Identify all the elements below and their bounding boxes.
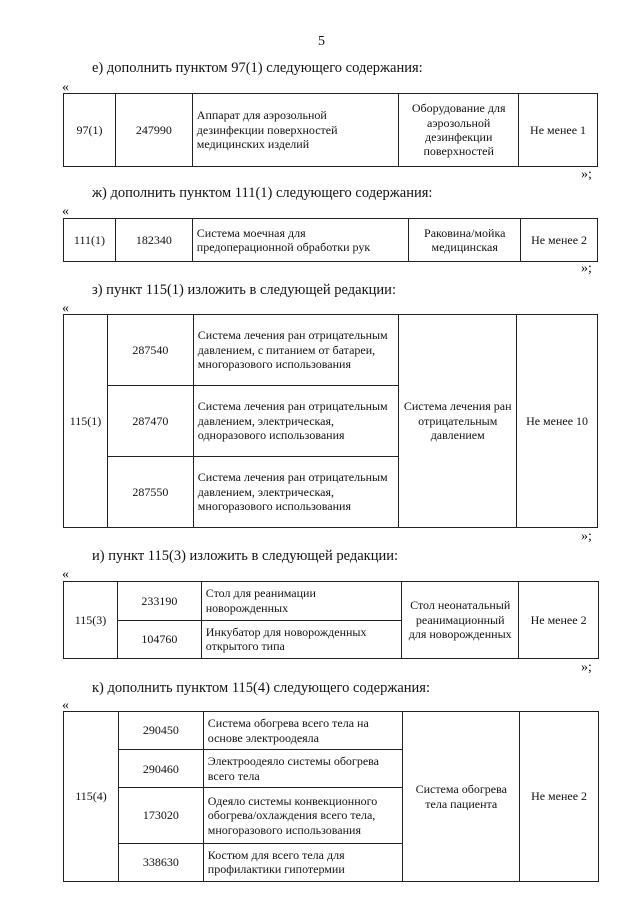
name-cell: Одеяло системы конвекционного обогрева/охлаждения всего тела, многоразового использования bbox=[203, 788, 403, 843]
category-cell: Оборудование для аэрозольной дезинфекции поверхностей bbox=[399, 94, 519, 167]
code-cell: 290450 bbox=[118, 712, 203, 750]
code-cell: 287470 bbox=[107, 386, 193, 457]
code-cell: 287550 bbox=[107, 457, 193, 528]
table-97-1 bbox=[63, 93, 598, 167]
table-row bbox=[64, 94, 598, 167]
code-cell: 247990 bbox=[115, 94, 192, 167]
name-cell: Электроодеяло системы обогрева всего тела bbox=[203, 750, 403, 788]
code-cell: 338630 bbox=[118, 843, 203, 881]
open-quote: « bbox=[62, 204, 69, 219]
quantity-cell: Не менее 2 bbox=[521, 219, 598, 262]
code-cell: 182340 bbox=[115, 219, 192, 262]
quantity-cell: Не менее 10 bbox=[517, 315, 598, 528]
quantity-cell: Не менее 2 bbox=[520, 712, 599, 882]
close-quote: »; bbox=[581, 660, 592, 675]
code-cell: 173020 bbox=[118, 788, 203, 843]
section-heading-z: з) пункт 115(1) изложить в следующей редакции: bbox=[92, 282, 396, 298]
quantity-cell: Не менее 2 bbox=[519, 582, 599, 659]
section-heading-zh: ж) дополнить пунктом 111(1) следующего содержания: bbox=[92, 185, 433, 201]
section-heading-e: е) дополнить пунктом 97(1) следующего содержания: bbox=[92, 60, 423, 76]
open-quote: « bbox=[62, 80, 69, 95]
name-cell: Система моечная для предоперационной обработки рук bbox=[192, 219, 409, 262]
category-cell: Система обогрева тела пациента bbox=[403, 712, 520, 882]
open-quote: « bbox=[62, 698, 69, 713]
name-cell: Инкубатор для новорожденных открытого типа bbox=[201, 620, 402, 659]
table-row bbox=[64, 712, 599, 750]
open-quote: « bbox=[62, 567, 69, 582]
code-cell: 233190 bbox=[117, 582, 201, 621]
table-row bbox=[64, 315, 598, 386]
table-row bbox=[64, 219, 598, 262]
table-115-1 bbox=[63, 314, 598, 528]
close-quote: »; bbox=[581, 529, 592, 544]
code-cell: 287540 bbox=[107, 315, 193, 386]
close-quote: »; bbox=[581, 261, 592, 276]
code-cell: 104760 bbox=[117, 620, 201, 659]
category-cell: Стол неонатальный реанимационный для новорожденных bbox=[402, 582, 519, 659]
name-cell: Система обогрева всего тела на основе электроодеяла bbox=[203, 712, 403, 750]
table-115-4 bbox=[63, 711, 599, 882]
section-heading-k: к) дополнить пунктом 115(4) следующего содержания: bbox=[92, 680, 431, 696]
table-115-3 bbox=[63, 581, 599, 659]
table-row bbox=[64, 582, 599, 621]
name-cell: Система лечения ран отрицательным давлением, электрическая, многоразового использования bbox=[193, 457, 398, 528]
table-111-1 bbox=[63, 218, 598, 262]
close-quote: »; bbox=[581, 167, 592, 182]
code-cell: 290460 bbox=[118, 750, 203, 788]
name-cell: Система лечения ран отрицательным давлением, с питанием от батареи, многоразового использования bbox=[193, 315, 398, 386]
open-quote: « bbox=[62, 301, 69, 316]
quantity-cell: Не менее 1 bbox=[519, 94, 598, 167]
item-number: 115(3) bbox=[64, 582, 118, 659]
section-heading-i: и) пункт 115(3) изложить в следующей редакции: bbox=[92, 548, 399, 564]
name-cell: Аппарат для аэрозольной дезинфекции поверхностей медицинских изделий bbox=[192, 94, 398, 167]
name-cell: Система лечения ран отрицательным давлением, электрическая, одноразового использования bbox=[193, 386, 398, 457]
category-cell: Система лечения ран отрицательным давлением bbox=[399, 315, 517, 528]
item-number: 97(1) bbox=[64, 94, 116, 167]
item-number: 115(1) bbox=[64, 315, 108, 528]
name-cell: Костюм для всего тела для профилактики гипотермии bbox=[203, 843, 403, 881]
page-number: 5 bbox=[318, 34, 325, 49]
item-number: 111(1) bbox=[64, 219, 116, 262]
item-number: 115(4) bbox=[64, 712, 119, 882]
category-cell: Раковина/мойка медицинская bbox=[409, 219, 521, 262]
name-cell: Стол для реанимации новорожденных bbox=[201, 582, 402, 621]
